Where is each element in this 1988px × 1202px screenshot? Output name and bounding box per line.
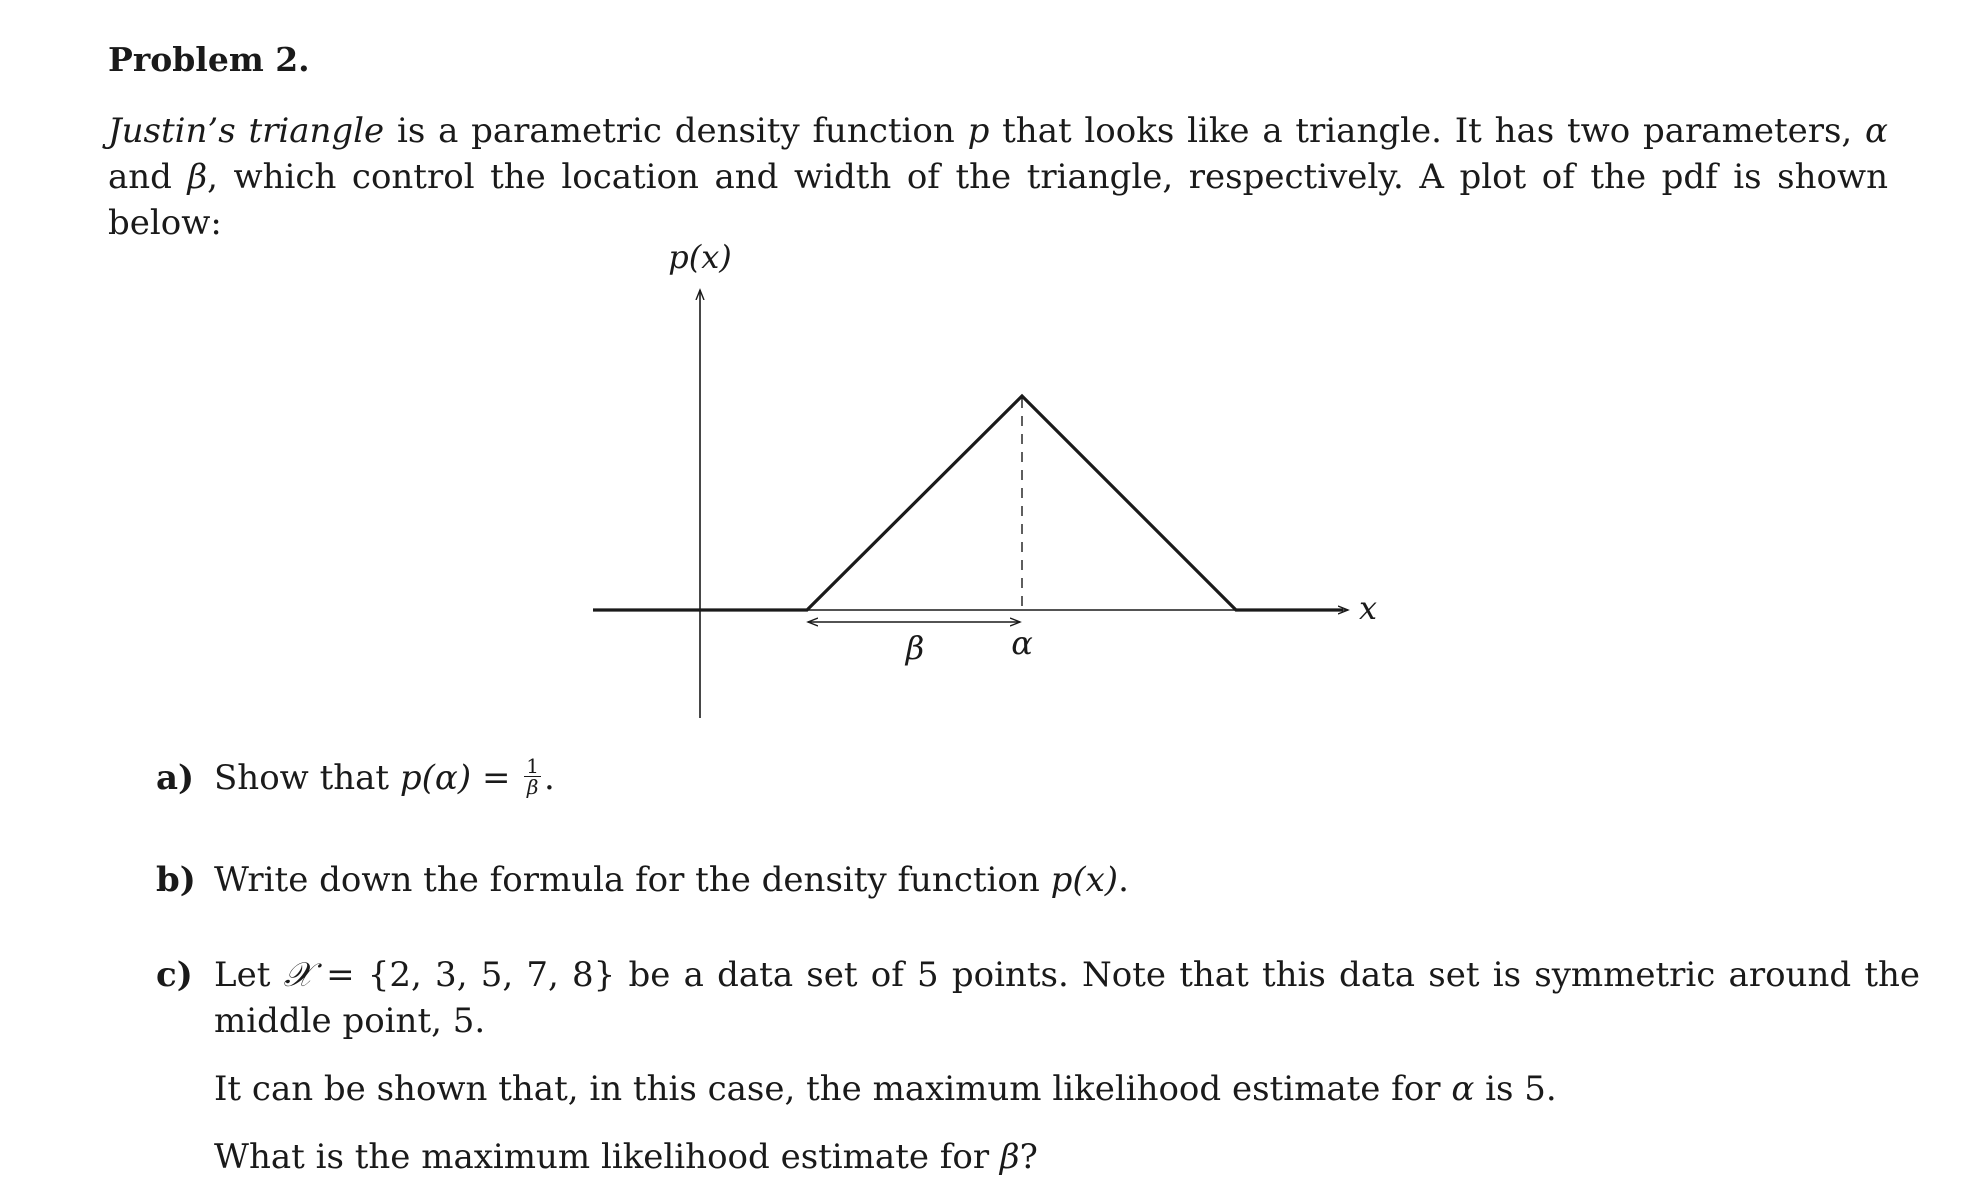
problem-heading: Problem 2. [108,40,310,79]
part-c-line-2: middle point, 5. [214,1001,486,1041]
y-axis-label: p(x) [668,238,732,276]
intro-p: p [967,111,990,151]
beta-label: β [905,629,925,667]
part-c-para3-b: ? [1019,1137,1038,1177]
intro-term: Justin’s triangle [108,111,385,151]
part-c-para2-b: is 5. [1474,1069,1557,1109]
part-b [156,857,1896,907]
part-a-lhs: p(α) [399,758,472,798]
part-c-set-symbol: 𝒳 [283,955,313,995]
part-c-para2-a: It can be shown that, in this case, the maximum likelihood estimate for [214,1069,1452,1109]
part-a-label: a) [156,758,195,798]
part-a-fraction [524,753,541,799]
part-c-line-1 [214,952,1920,998]
pdf-curve [593,396,1343,610]
part-c [156,952,1921,1182]
intro-alpha: α [1865,111,1888,151]
part-a [156,755,1896,805]
part-a-body [214,755,555,801]
fraction-numerator: 1 [526,753,539,778]
part-c-paragraph-2 [214,1066,1920,1112]
part-a-end: . [543,758,555,798]
x-axis-label: x [1358,589,1378,627]
alpha-label: α [1011,624,1033,662]
part-b-math: p(x) [1050,860,1119,900]
intro-text-2: that looks like a triangle. It has two parameters, [989,111,1866,151]
intro-text-1: is a parametric density function [384,111,968,151]
part-c-para3-a: What is the maximum likelihood estimate for [214,1137,1000,1177]
part-a-eq: = [471,758,522,798]
part-c-label: c) [156,955,193,995]
intro-beta: β [187,157,208,197]
part-b-end: . [1118,860,1129,900]
fraction-denominator: β [526,774,539,799]
intro-text-3: and [108,157,188,197]
part-b-body [214,857,1129,903]
part-c-line1-a: Let [214,955,284,995]
part-b-label: b) [156,860,196,900]
part-c-paragraph-3 [214,1134,1920,1180]
part-c-para2-alpha: α [1451,1069,1475,1109]
part-c-line1-b: = {2, 3, 5, 7, 8} be a data set of 5 points. Note that this data set is symmetric around the [312,955,1921,995]
part-a-text: Show that [214,758,400,798]
intro-text-4: , which control the location and width of the triangle, respectively. A plot of the pdf is shown below: [108,157,1888,243]
part-c-para3-beta: β [999,1137,1020,1177]
part-c-body [214,952,1920,1180]
part-b-text: Write down the formula for the density function [214,860,1051,900]
